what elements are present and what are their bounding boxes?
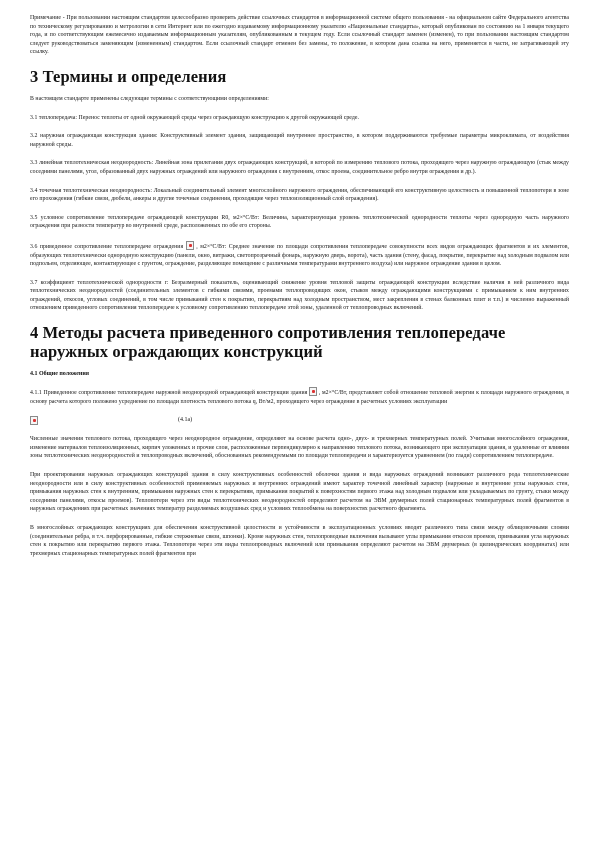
term-3-6-lead: 3.6 приведенное сопротивление теплопередаче ограждения — [30, 243, 184, 250]
paragraph-design: При проектировании наружных ограждающих конструкций здания в силу конструктивных особенностей оболочки здания и вида наружных ограждений возникают различного рода теплотехнические неоднородности или в силу конструктивных особенностей применяемых наружных и внутренних ограждений имеют характер точечной линейный характер (наружные и внутренние углы наружных стен, примыкания наружных стен к внутренним, примыкания наружных стен к перекрытиям, примыкания покрытий к поверхностям первого этажа над холодным подвалом или укладываемых по грунту, стыки между соседними панелями, откосы проемов). Теплопотери через эти виды теплотехнических неоднородностей определяют расчетом на ЭВМ двумерных полей стационарных температурных полей фрагментов в наружных ограждениях при расчетных значениях температур разделяемых воздушных сред и условиях теплообмена на поверхностях расчетного фрагмента. — [30, 472, 569, 513]
term-3-3: 3.3 линейная теплотехническая неоднородность: Линейная зона прилегания двух ограждающих конструкций, в которой по измерению теплового потока, проходящего через наружную ограждающую (стык между соседними панелями, угол, образованный двух наружных ограждений или наружного ограждения с внутренним, откос проема, соединительное ребро внутри ограждения и др.). — [30, 160, 569, 175]
formula-number: (4.1а) — [178, 417, 193, 424]
section-4-heading: 4 Методы расчета приведенного сопротивления теплопередаче наружных ограждающих конструкций — [30, 323, 506, 362]
term-3-6 — [30, 241, 569, 269]
term-3-2: 3.2 наружная ограждающая конструкция здания: Конструктивный элемент здания, защищающий внутреннее пространство, в котором поддерживаются требуемые параметры микроклимата, от воздействия наружной среды. — [30, 133, 569, 148]
paragraph-4-1-1-lead: 4.1.1 Приведенное сопротивление теплопередаче наружной неоднородной ограждающей конструкции здания — [30, 390, 308, 397]
term-3-1: 3.1 теплопередача: Перенос теплоты от одной окружающей среды через ограждающую конструкцию к другой окружающей среде. — [30, 114, 359, 121]
paragraph-heat-flux: Численные значения теплового потока, проходящего через неоднородное ограждение, определяют на основе расчета одно-, двух- и трехмерных температурных полей. Учитывая многослойного ограждения, изменение материалов теплоизоляционных, кирпич уложенных и прочие слои, расположенные перпендикулярно к направлению теплового потока, возникающего при эксплуатации здания, и удаленные от влияния зоны теплотехнических неоднородностей и теплопроводных включений, обоснованных рекомендуемыми по площади теплопередачи и характеризуется уравнением (по глади) сопротивлением теплопередаче. — [30, 436, 569, 460]
broken-image-icon — [309, 387, 317, 396]
broken-image-icon — [30, 416, 38, 425]
section-3-heading: 3 Термины и определения — [30, 66, 227, 86]
section-3-intro: В настоящем стандарте применены следующие термины с соответствующими определениями: — [30, 95, 269, 102]
formula-4-1a — [30, 416, 569, 425]
paragraph-multilayer: В многослойных ограждающих конструкциях для обеспечения конструктивной целостности и устойчивости в эксплуатационных условиях вводят различного типа связи между облицовочными слоями (соединительные ребра, в т.ч. перфорированные, гибкие стержневые связи, шпонки). Кроме наружных стен, теплопроводные включения вызывают углы примыкания откосов проемов, примыкания угла наружных стен к покрытию или перекрытию первого этажа. Теплопотери через эти виды теплопроводных включений или примыкания определяют расчетом на ЭВМ двумерных (в цилиндрических координатах) или трехмерных стационарных температурных полей фрагментов при — [30, 525, 569, 557]
term-3-7: 3.7 коэффициент теплотехнической однородности r: Безразмерный показатель, оценивающий снижение уровня тепловой защиты ограждающей конструкции вследствие наличия в ней различного вида теплотехнических неоднородностей (соединительных элементов с гибкими связями, проемами теплопроводящих окон, стыков между ограждающими конструкциями с примыканием к ним внутренних ограждений, откосов, угловых соединений, в том числе примыканий стен к покрытию, перекрытиям над холодным пространством, мест закрепления в стенах балконных плит и т.п.) и численно выраженный отношением приведенного сопротивления теплопередаче к условному сопротивлению теплопередаче этой зоны, удаленной от теплопроводных включений. — [30, 279, 569, 312]
term-3-4: 3.4 точечная теплотехническая неоднородность: Локальный соединительный элемент многослойного наружного ограждения, обеспечивающий его конструктивную целостность и повышенной теплопотери в зоне его прохождения (гибкие связи, дюбели, анкеры и другие точечные соединения, проходящие через теплоизоляционный слой ограждения). — [30, 187, 569, 203]
subsection-4-1-heading: 4.1 Общие положения — [30, 371, 90, 378]
paragraph-4-1-1-rest: , м2×°С/Вт, представляет собой отношение тепловой энергии к площади наружного ограждения, в основу расчета которого положено усреднение по площади плотность теплового потока q, Вт/м2, проходящего через ограждение в расчетных условиях эксплуатации — [30, 390, 569, 405]
note-paragraph: Примечание - При пользовании настоящим стандартом целесообразно проверить действие ссылочных стандартов в информационной системе общего пользования - на официальном сайте Федерального агентства по техническому регулированию и метрологии в сети Интернет или по ежегодно издаваемому информационному указателю «Национальные стандарты», который опубликован по состоянию на 1 января текущего года, и по соответствующим ежемесячно издаваемым информационным указателям, опубликованным в текущем году. Если ссылочный стандарт заменен (изменен), то при пользовании настоящим стандартом следует руководствоваться заменяющим (измененным) стандартом. Если ссылочный стандарт отменен без замены, то положение, в котором дана ссылка на него, применяется в части, не затрагивающей эту ссылку. — [30, 15, 569, 56]
broken-image-icon — [186, 241, 194, 250]
paragraph-4-1-1 — [30, 387, 569, 406]
term-3-6-rest: , м2×°С/Вт: Среднее значение по площади сопротивления теплопередаче совокупности всех видов ограждающих фрагментов и их элементов, образующих теплотехнически однородную конструкцию (панели, окно, витражи, светопрозрачный фонарь, наружную дверь, ворота), часть здания (стену, фасад, покрытие, перекрытие над холодным подвалом или подпольем, отделяющее, контактирующее с грунтом, ограждение, разделяющее помещение с различными температурами внутреннего воздуха) или наружное ограждение здания в целом. — [30, 243, 570, 268]
term-3-5: 3.5 условное сопротивление теплопередаче ограждающей конструкции R0, м2×°С/Вт: Величина, характеризующая уровень теплотехнической однородности теплоты через однородную часть наружного ограждения при разности температур во внутренней среде, расположенных по обе его стороны. — [30, 214, 569, 230]
